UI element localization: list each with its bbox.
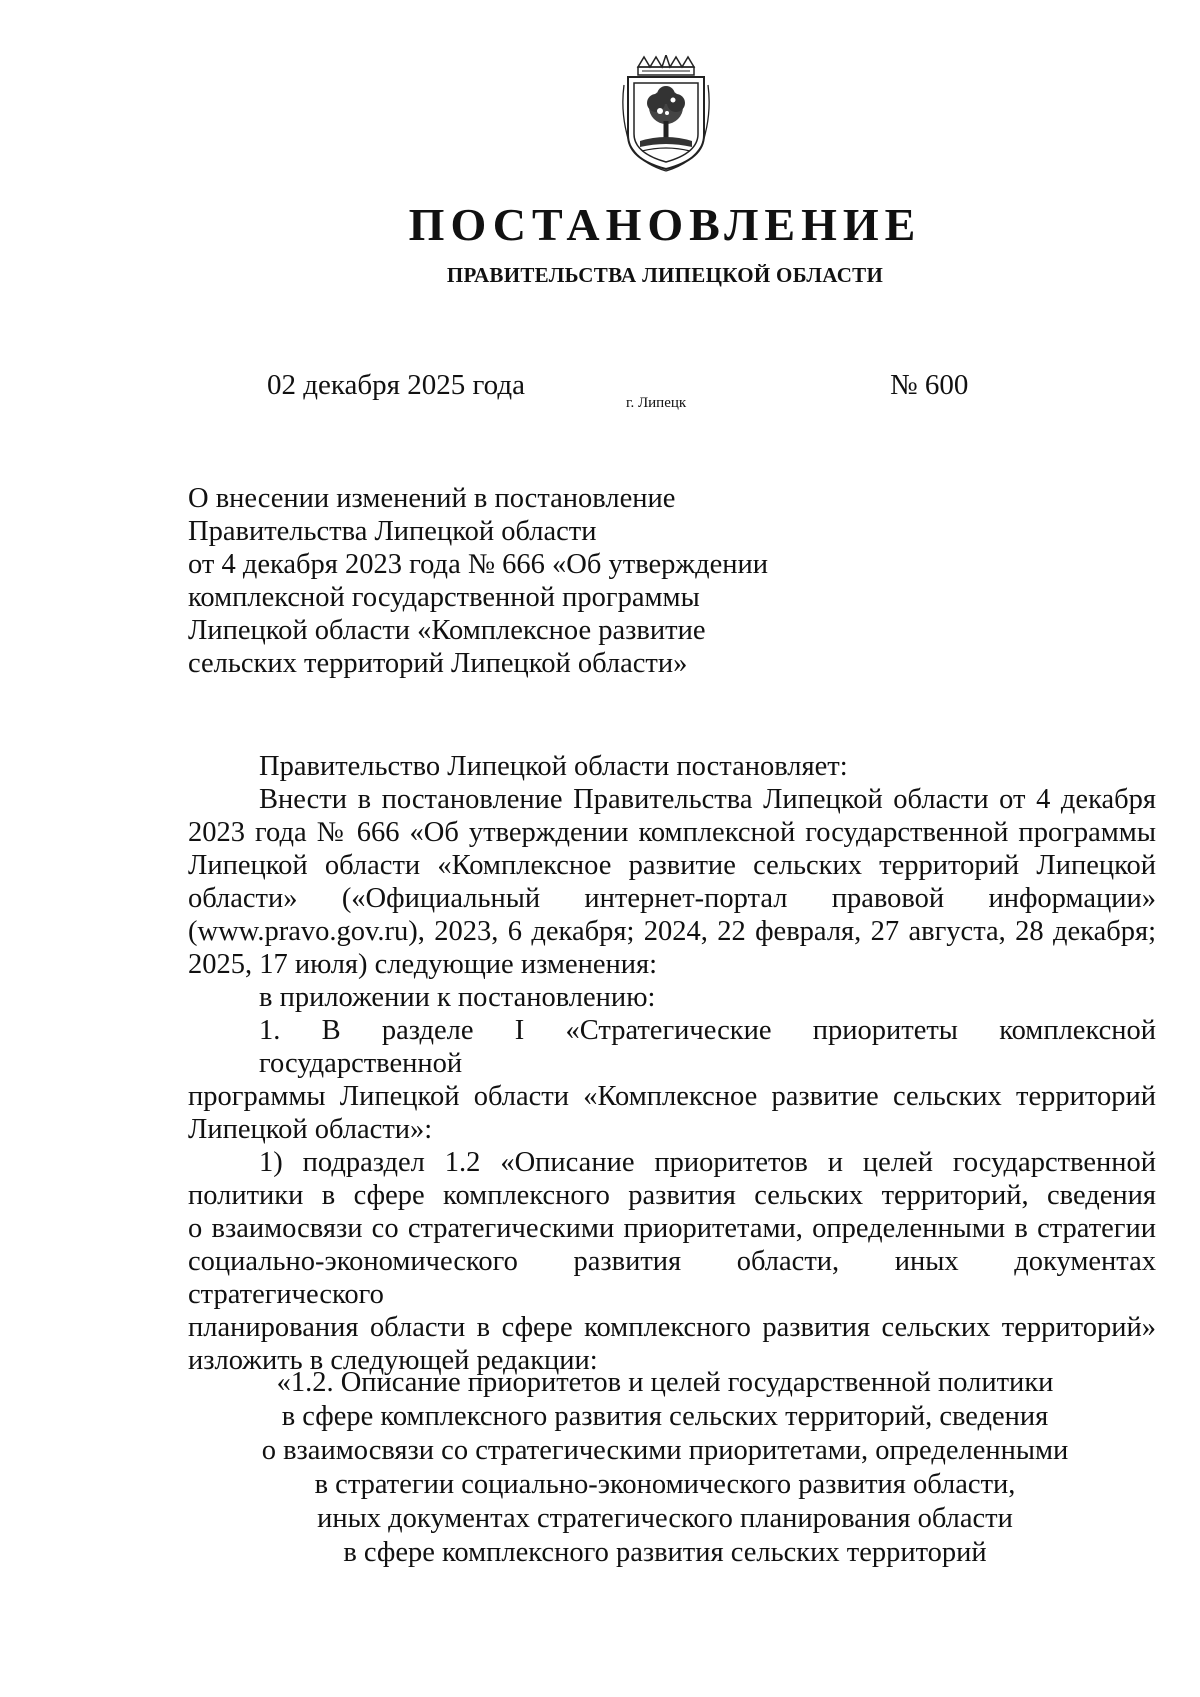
- subject-line: Липецкой области «Комплексное развитие: [188, 615, 706, 646]
- document-number: № 600: [890, 369, 969, 401]
- body-line: в приложении к постановлению:: [259, 982, 656, 1013]
- body-line: планирования области в сфере комплексного развития сельских территорий»: [188, 1312, 1156, 1343]
- coat-of-arms-icon: [620, 55, 712, 173]
- section-heading-quote: [0, 1366, 1200, 1570]
- body-line: Липецкой области»:: [188, 1114, 433, 1145]
- body-line: изложить в следующей редакции:: [188, 1345, 598, 1376]
- body-line: 2025, 17 июля) следующие изменения:: [188, 949, 658, 980]
- document-date: 02 декабря 2025 года: [267, 369, 525, 401]
- body-line: 1. В разделе I «Стратегические приоритеты комплексной государственной: [259, 1015, 1156, 1079]
- issuing-authority: ПРАВИТЕЛЬСТВА ЛИПЕЦКОЙ ОБЛАСТИ: [446, 263, 884, 287]
- quote-line: о взаимосвязи со стратегическими приоритетами, определенными: [261, 1435, 1069, 1466]
- body-line: Правительство Липецкой области постановляет:: [259, 751, 848, 782]
- body-line: политики в сфере комплексного развития сельских территорий, сведения: [188, 1180, 1156, 1211]
- body-line: (www.pravo.gov.ru), 2023, 6 декабря; 2024, 22 февраля, 27 августа, 28 декабря;: [188, 916, 1156, 947]
- document-body: [188, 750, 1156, 1377]
- subject-line: Правительства Липецкой области: [188, 516, 597, 547]
- body-line: Липецкой области «Комплексное развитие сельских территорий Липецкой: [188, 850, 1156, 881]
- subject-line: от 4 декабря 2023 года № 666 «Об утверждении: [188, 549, 768, 580]
- document-subject: [188, 482, 768, 680]
- body-line: социально-экономического развития области, иных документах стратегического: [188, 1246, 1156, 1310]
- body-line: 2023 года № 666 «Об утверждении комплексной государственной программы: [188, 817, 1156, 848]
- subject-line: О внесении изменений в постановление: [188, 483, 676, 514]
- quote-line: в сфере комплексного развития сельских территорий: [343, 1537, 987, 1568]
- body-line: области» («Официальный интернет-портал правовой информации»: [188, 883, 1156, 914]
- body-line: Внести в постановление Правительства Липецкой области от 4 декабря: [259, 784, 1156, 815]
- quote-line: в стратегии социально-экономического развития области,: [314, 1469, 1016, 1500]
- quote-line: в сфере комплексного развития сельских территорий, сведения: [281, 1401, 1049, 1432]
- body-line: 1) подраздел 1.2 «Описание приоритетов и целей государственной: [259, 1147, 1156, 1178]
- document-title: ПОСТАНОВЛЕНИЕ: [408, 199, 922, 250]
- subject-line: сельских территорий Липецкой области»: [188, 648, 688, 679]
- body-line: о взаимосвязи со стратегическими приоритетами, определенными в стратегии: [188, 1213, 1156, 1244]
- subject-line: комплексной государственной программы: [188, 582, 700, 613]
- quote-line: иных документах стратегического планирования области: [317, 1503, 1013, 1534]
- document-city: г. Липецк: [626, 395, 687, 411]
- quote-line: «1.2. Описание приоритетов и целей государственной политики: [276, 1367, 1054, 1398]
- body-line: программы Липецкой области «Комплексное развитие сельских территорий: [188, 1081, 1156, 1112]
